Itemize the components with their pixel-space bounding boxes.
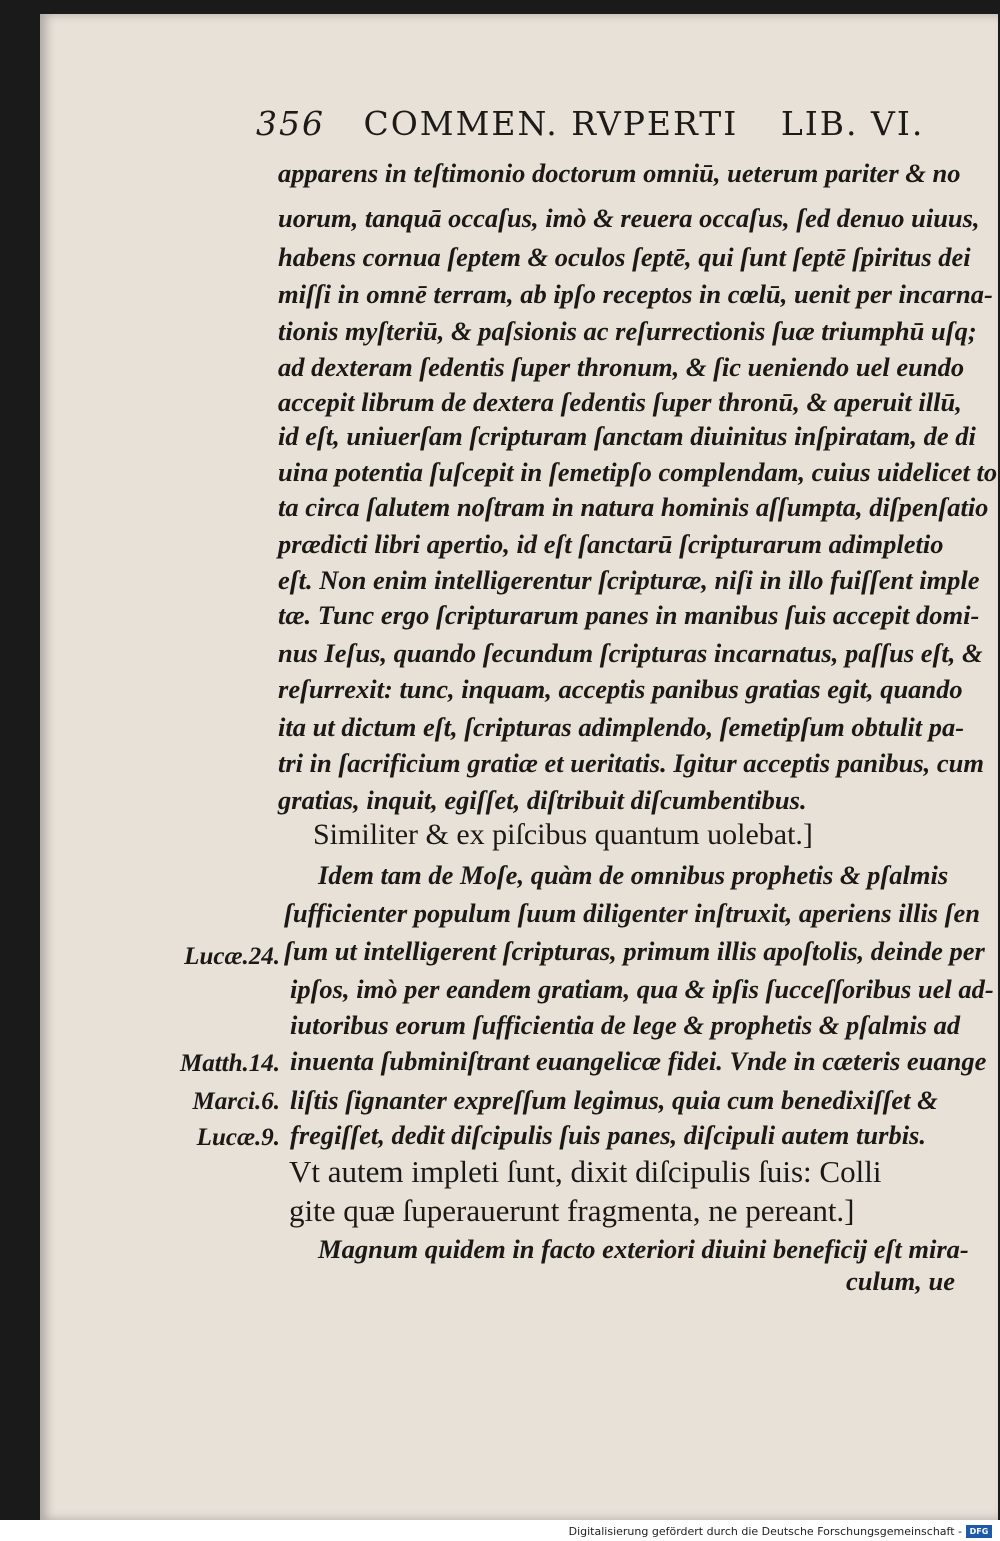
text-line: habens cornua ſeptem & oculos ſeptē, qui ſunt ſeptē ſpiritus dei — [278, 242, 971, 272]
margin-note: Lucæ.24. — [184, 943, 280, 970]
text-line: ſufficienter populum ſuum diligenter inſtruxit, aperiens illis ſen — [284, 898, 980, 928]
page-number: 356 — [256, 104, 325, 143]
dfg-logo-icon: DFG — [966, 1525, 992, 1538]
margin-note: Lucæ.9. — [196, 1124, 280, 1151]
text-line: fregiſſet, dedit diſcipulis ſuis panes, diſcipuli autem turbis. — [290, 1120, 926, 1150]
catchword: culum, ue — [846, 1266, 955, 1296]
lemma-heading: gite quæ ſuperauerunt fragmenta, ne pereant.] — [289, 1193, 855, 1228]
credit-text: Digitalisierung gefördert durch die Deutsche Forschungsgemeinschaft - — [568, 1524, 962, 1538]
text-line: gratias, inquit, egiſſet, diſtribuit diſcumbentibus. — [278, 785, 807, 815]
text-line: Idem tam de Moſe, quàm de omnibus prophetis & pſalmis — [318, 860, 949, 890]
text-line: ipſos, imò per eandem gratiam, qua & ipſis ſucceſſoribus uel ad- — [290, 974, 994, 1004]
text-line: ſum ut intelligerent ſcripturas, primum illis apoſtolis, deinde per — [284, 936, 985, 966]
text-line: tionis myſteriū, & paſsionis ac reſurrectionis ſuæ triumphū uſq; — [278, 316, 977, 346]
text-line: reſurrexit: tunc, inquam, acceptis panibus gratias egit, quando — [278, 674, 963, 704]
lemma-heading: Vt autem impleti ſunt, dixit diſcipulis ſuis: Colli — [289, 1154, 882, 1189]
text-line: uorum, tanquā occaſus, imò & reuera occaſus, ſed denuo uiuus, — [278, 203, 980, 233]
text-line: apparens in teſtimonio doctorum omniū, ueterum pariter & no — [278, 158, 961, 188]
lemma-heading: Similiter & ex piſcibus quantum uolebat.] — [313, 818, 813, 851]
book-number: LIB. VI. — [780, 104, 925, 143]
text-line: ad dexteram ſedentis ſuper thronum, & ſic ueniendo uel eundo — [278, 352, 965, 382]
text-line: tri in ſacrificium gratiæ et ueritatis. Igitur acceptis panibus, cum — [278, 748, 984, 778]
running-head — [256, 104, 936, 154]
text-line: tæ. Tunc ergo ſcripturarum panes in manibus ſuis accepit domi- — [278, 600, 980, 630]
text-line: ta circa ſalutem noſtram in natura hominis aſſumpta, diſpenſatio — [278, 492, 989, 522]
margin-note: Matth.14. — [179, 1050, 280, 1077]
footer-credit — [569, 1522, 992, 1540]
text-line: eſt. Non enim intelligerentur ſcripturæ, niſi in illo fuiſſent imple — [278, 565, 980, 595]
text-line: liſtis ſignanter expreſſum legimus, quia cum benedixiſſet & — [290, 1085, 938, 1115]
text-line: accepit librum de dextera ſedentis ſuper thronū, & aperuit illū, — [278, 387, 962, 417]
text-line: miſſi in omnē terram, ab ipſo receptos in cœlū, uenit per incarna- — [278, 279, 993, 309]
text-line: id eſt, uniuerſam ſcripturam ſanctam diuinitus inſpiratam, de di — [278, 421, 976, 451]
text-line: uina potentia ſuſcepit in ſemetipſo complendam, cuius uidelicet to — [278, 457, 998, 487]
running-title: COMMEN. RVPERTI — [363, 104, 739, 143]
text-line: nus Ieſus, quando ſecundum ſcripturas incarnatus, paſſus eſt, & — [278, 638, 983, 668]
text-line: ita ut dictum eſt, ſcripturas adimplendo, ſemetipſum obtulit pa- — [278, 712, 965, 742]
text-line: inuenta ſubminiſtrant euangelicæ fidei. Vnde in cæteris euange — [290, 1046, 987, 1076]
text-line: Magnum quidem in facto exteriori diuini beneficij eſt mira- — [318, 1234, 969, 1264]
text-line: prædicti libri apertio, id eſt ſanctarū ſcripturarum adimpletio — [278, 529, 944, 559]
margin-note: Marci.6. — [192, 1088, 280, 1115]
text-line: iutoribus eorum ſufficientia de lege & prophetis & pſalmis ad — [290, 1010, 961, 1040]
